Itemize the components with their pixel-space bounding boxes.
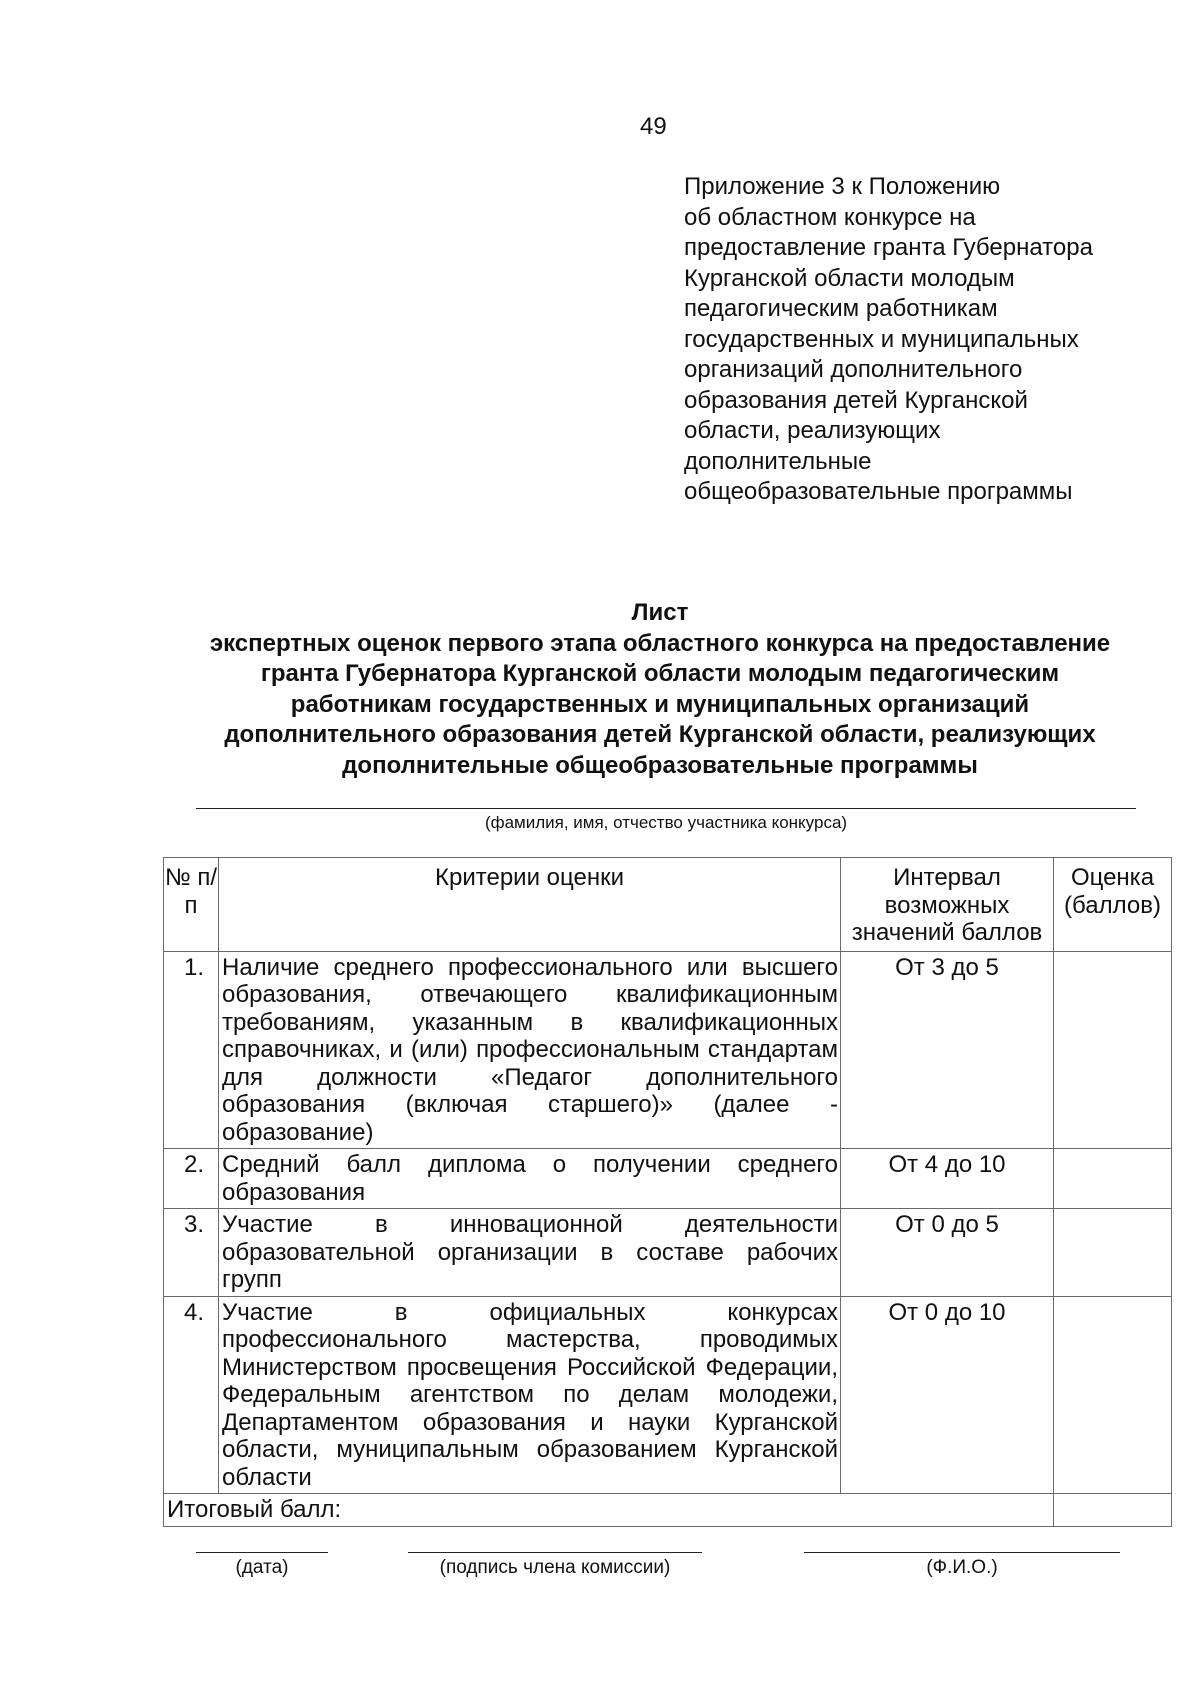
appendix-line: педагогическим работникам <box>684 295 998 322</box>
date-caption: (дата) <box>235 1557 289 1578</box>
title-line: экспертных оценок первого этапа областного конкурса на предоставление <box>209 629 1111 657</box>
header-interval: Интервал возможных значений баллов <box>841 858 1054 952</box>
row-interval: От 0 до 10 <box>841 1296 1054 1494</box>
name-caption: (Ф.И.О.) <box>926 1557 998 1578</box>
table-row <box>164 1149 1172 1209</box>
row-number: 1. <box>164 951 219 1149</box>
title-line: дополнительные общеобразовательные программы <box>342 751 978 779</box>
row-score-cell[interactable] <box>1054 1209 1172 1297</box>
row-score-cell[interactable] <box>1054 1296 1172 1494</box>
header-criteria: Критерии оценки <box>219 858 841 952</box>
row-interval: От 3 до 5 <box>841 951 1054 1149</box>
row-criterion: Участие в официальных конкурсах профессионального мастерства, проводимых Министерством просвещения Российской Федерации, Федеральным агентством по делам молодежи, Департаментом образования и науки Курганской области, муниципальным образованием Курганской области <box>219 1296 841 1494</box>
appendix-line: об областном конкурсе на <box>684 203 976 231</box>
row-interval: От 4 до 10 <box>841 1149 1054 1209</box>
appendix-line: предоставление гранта Губернатора <box>684 234 1093 261</box>
participant-name-caption: (фамилия, имя, отчество участника конкурса) <box>484 813 848 832</box>
header-number: № п/п <box>164 858 219 952</box>
date-line <box>196 1552 328 1553</box>
appendix-line: дополнительные <box>684 447 872 475</box>
table-row <box>164 1209 1172 1297</box>
header-score: Оценка (баллов) <box>1054 858 1172 952</box>
title-line: дополнительного образования детей Курганской области, реализующих <box>224 721 1096 748</box>
total-score-cell[interactable] <box>1054 1494 1172 1527</box>
row-number: 3. <box>164 1209 219 1297</box>
row-criterion: Участие в инновационной деятельности образовательной организации в составе рабочих групп <box>219 1209 841 1297</box>
row-interval: От 0 до 5 <box>841 1209 1054 1297</box>
table-total-row <box>164 1494 1172 1527</box>
appendix-line: Курганской области молодым <box>684 264 1015 292</box>
appendix-line: организаций дополнительного <box>684 356 1023 383</box>
row-criterion: Средний балл диплома о получении среднего образования <box>219 1149 841 1209</box>
row-number: 2. <box>164 1149 219 1209</box>
name-line <box>804 1552 1120 1553</box>
row-score-cell[interactable] <box>1054 1149 1172 1209</box>
table-row <box>164 1296 1172 1494</box>
appendix-line: государственных и муниципальных <box>684 325 1079 353</box>
title-heading: Лист <box>631 599 689 626</box>
row-criterion: Наличие среднего профессионального или высшего образования, отвечающего квалификационным требованиям, указанным в квалификационных справочниках, и (или) профессиональным стандартам для должности «Педагог дополнительного образования (включая старшего)» (далее - образование) <box>219 951 841 1149</box>
signature-caption: (подпись члена комиссии) <box>439 1557 671 1578</box>
row-score-cell[interactable] <box>1054 951 1172 1149</box>
total-label: Итоговый балл: <box>164 1494 1054 1527</box>
appendix-line: Приложение 3 к Положению <box>684 173 1001 200</box>
signature-line <box>408 1552 702 1553</box>
evaluation-table <box>163 857 1172 1527</box>
title-line: работникам государственных и муниципальных организаций <box>290 690 1030 718</box>
appendix-line: общеобразовательные программы <box>684 478 1073 505</box>
appendix-line: образования детей Курганской <box>684 386 1028 414</box>
appendix-line: области, реализующих <box>684 417 941 444</box>
table-header-row <box>164 858 1172 952</box>
participant-name-line <box>196 808 1136 809</box>
row-number: 4. <box>164 1296 219 1494</box>
table-row <box>164 951 1172 1149</box>
appendix-note <box>684 172 1154 508</box>
page-number: 49 <box>640 113 667 140</box>
document-title <box>160 598 1160 781</box>
title-line: гранта Губернатора Курганской области молодым педагогическим <box>260 660 1060 687</box>
